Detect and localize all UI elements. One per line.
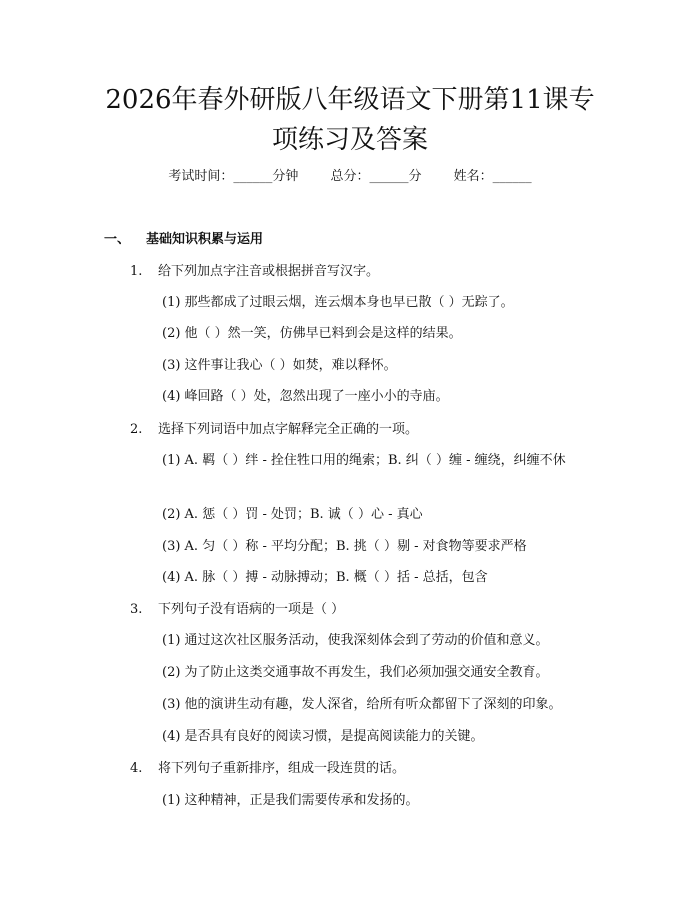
title-line-2: 项练习及答案 — [271, 125, 428, 155]
section-heading — [104, 230, 263, 250]
exam-meta — [0, 167, 700, 187]
q1-item-2: (2) 他（ ）然一笑，仿佛早已料到会是这样的结果。 — [162, 326, 462, 341]
section-title: 基础知识积累与运用 — [146, 232, 264, 247]
q3-item-3: (3) 他的演讲生动有趣，发人深省，给所有听众都留下了深刻的印象。 — [162, 697, 562, 712]
question-number: 1. — [130, 264, 143, 279]
question-text: 给下列加点字注音或根据拼音写汉字。 — [158, 264, 380, 279]
title-line-1: 2026年春外研版八年级语文下册第11课专 — [105, 85, 595, 115]
question-3 — [130, 600, 344, 620]
student-name: 姓名：______ — [453, 169, 532, 184]
q3-item-2: (2) 为了防止这类交通事故不再发生，我们必须加强交通安全教育。 — [162, 665, 549, 680]
question-text: 将下列句子重新排序，组成一段连贯的话。 — [158, 761, 406, 776]
q1-item-3: (3) 这件事让我心（ ）如焚，难以释怀。 — [162, 358, 397, 373]
q3-item-4: (4) 是否具有良好的阅读习惯，是提高阅读能力的关键。 — [162, 729, 484, 744]
question-4 — [130, 759, 405, 779]
q2-item-1: (1) A. 羁（ ）绊 - 拴住牲口用的绳索；B. 纠（ ）缠 - 缠绕，纠缠不休 — [162, 453, 566, 468]
exam-time: 考试时间：______分钟 — [168, 169, 299, 184]
question-number: 2. — [130, 422, 143, 437]
question-2 — [130, 420, 418, 440]
section-number: 一、 — [104, 232, 131, 247]
q3-item-1: (1) 通过这次社区服务活动，使我深刻体会到了劳动的价值和意义。 — [162, 633, 549, 648]
document-title — [60, 80, 640, 160]
q4-item-1: (1) 这种精神，正是我们需要传承和发扬的。 — [162, 793, 419, 808]
question-1 — [130, 262, 379, 282]
question-text: 选择下列词语中加点字解释完全正确的一项。 — [158, 422, 419, 437]
q1-item-1: (1) 那些都成了过眼云烟，连云烟本身也早已散（ ）无踪了。 — [162, 295, 514, 310]
question-text: 下列句子没有语病的一项是（ ） — [158, 602, 345, 617]
question-number: 3. — [130, 602, 143, 617]
q1-item-4: (4) 峰回路（ ）处，忽然出现了一座小小的寺庙。 — [162, 389, 449, 404]
q2-item-4: (4) A. 脉（ ）搏 - 动脉搏动；B. 概（ ）括 - 总括，包含 — [162, 570, 488, 585]
q2-item-2: (2) A. 惩（ ）罚 - 处罚；B. 诚（ ）心 - 真心 — [162, 507, 423, 522]
q2-item-3: (3) A. 匀（ ）称 - 平均分配；B. 挑（ ）剔 - 对食物等要求严格 — [162, 539, 527, 554]
question-number: 4. — [130, 761, 143, 776]
exam-score: 总分：______分 — [330, 169, 422, 184]
